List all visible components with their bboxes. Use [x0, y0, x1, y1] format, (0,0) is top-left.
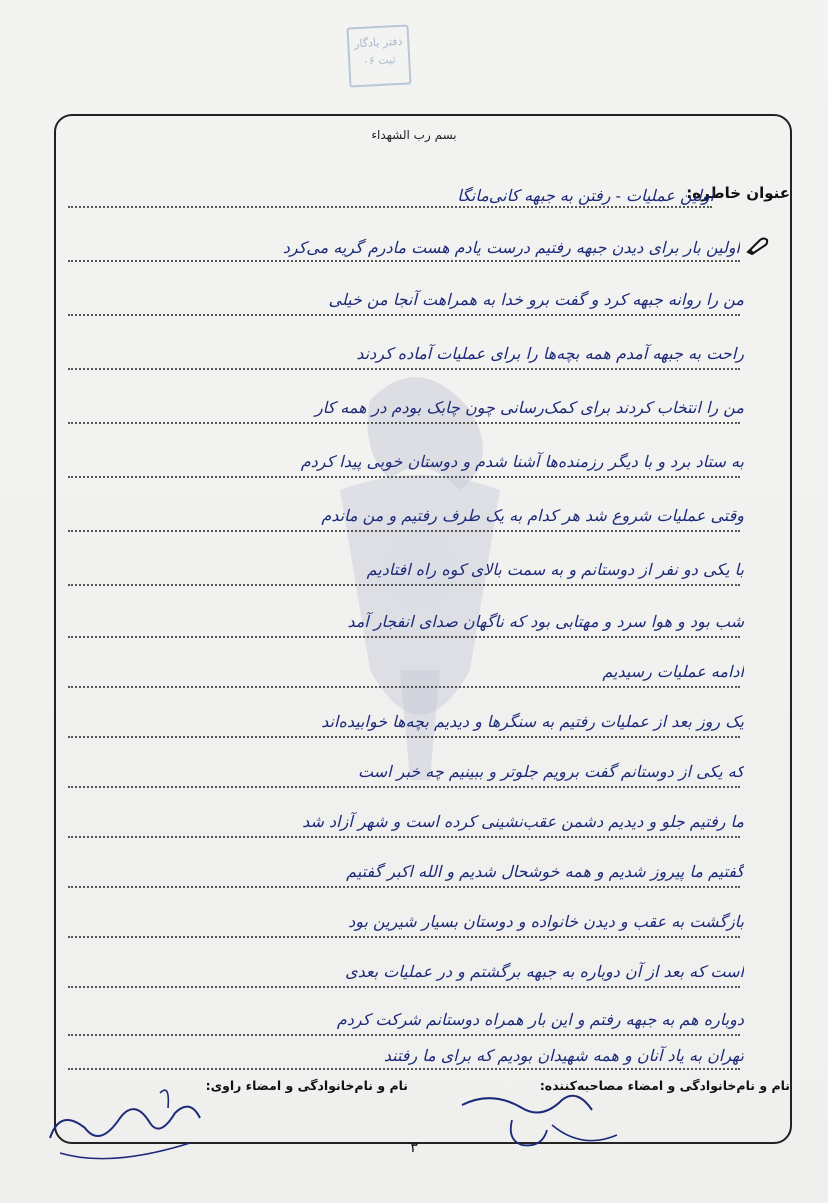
- body-line-3: راحت به جبهه آمدم همه بچه‌ها را برای عملیات آماده کردند: [356, 344, 744, 363]
- narrator-signature: [40, 1078, 210, 1168]
- body-line-14: بازگشت به عقب و دیدن خانواده و دوستان بسیار شیرین بود: [348, 912, 744, 931]
- stamp-line-1: دفتر یادگار: [353, 34, 403, 51]
- page-number: ۳: [410, 1138, 419, 1156]
- interviewer-signature-label: نام و نام‌خانوادگی و امضاء مصاحبه‌کننده:: [539, 1078, 790, 1093]
- memoir-title-label: عنوان خاطره:: [686, 184, 790, 202]
- ruled-line: [68, 936, 740, 938]
- title-ruled-line: [68, 206, 712, 208]
- body-line-7: با یکی دو نفر از دوستانم و به سمت بالای کوه راه افتادیم: [366, 560, 744, 579]
- registration-stamp: [346, 24, 411, 87]
- ruled-line: [68, 836, 740, 838]
- pen-icon: [746, 236, 770, 256]
- ruled-line: [68, 786, 740, 788]
- ruled-line: [68, 636, 740, 638]
- ruled-line: [68, 584, 740, 586]
- body-line-17: تهران به یاد آنان و همه شهیدان بودیم که برای ما رفتند: [383, 1046, 744, 1065]
- basmala-heading: بسم رب الشهداء: [371, 128, 457, 142]
- body-line-2: من را روانه جبهه کرد و گفت برو خدا به همراهت آنجا من خیلی: [328, 290, 744, 309]
- ruled-line: [68, 1068, 740, 1070]
- memoir-title-text: اولین عملیات - رفتن به جبهه کانی‌مانگا: [457, 186, 714, 205]
- ruled-line: [68, 986, 740, 988]
- body-line-16: دوباره هم به جبهه رفتم و این بار همراه دوستانم شرکت کردم: [336, 1010, 744, 1029]
- ruled-line: [68, 314, 740, 316]
- body-line-11: که یکی از دوستانم گفت برویم جلوتر و ببینیم چه خبر است: [358, 762, 744, 781]
- ruled-line: [68, 736, 740, 738]
- ruled-line: [68, 476, 740, 478]
- ruled-line: [68, 368, 740, 370]
- body-line-8: شب بود و هوا سرد و مهتابی بود که ناگهان صدای انفجار آمد: [347, 612, 744, 631]
- body-line-12: ما رفتیم جلو و دیدیم دشمن عقب‌نشینی کرده است و شهر آزاد شد: [302, 812, 744, 831]
- body-line-5: به ستاد برد و با دیگر رزمنده‌ها آشنا شدم و دوستان خوبی پیدا کردم: [300, 452, 744, 471]
- body-line-4: من را انتخاب کردند برای کمک‌رسانی چون چابک بودم در همه کار: [314, 398, 744, 417]
- body-line-15: است که بعد از آن دوباره به جبهه برگشتم و در عملیات بعدی: [345, 962, 744, 981]
- body-line-10: یک روز بعد از عملیات رفتیم به سنگرها و دیدیم بچه‌ها خوابیده‌اند: [321, 712, 744, 731]
- ruled-line: [68, 1034, 740, 1036]
- ruled-line: [68, 422, 740, 424]
- ruled-line: [68, 686, 740, 688]
- ruled-line: [68, 530, 740, 532]
- ruled-line: [68, 886, 740, 888]
- body-line-6: وقتی عملیات شروع شد هر کدام به یک طرف رفتیم و من ماندم: [321, 506, 744, 525]
- body-line-1: اولین بار برای دیدن جبهه رفتیم درست یادم هست مادرم گریه می‌کرد: [282, 238, 740, 257]
- body-line-9: ادامه عملیات رسیدیم: [602, 662, 744, 681]
- stamp-line-2: ۰۶ ثبت: [362, 53, 396, 68]
- narrator-signature-label: نام و نام‌خانوادگی و امضاء راوی:: [205, 1078, 408, 1093]
- interviewer-signature: [452, 1080, 622, 1160]
- ruled-line: [68, 260, 740, 262]
- body-line-13: گفتیم ما پیروز شدیم و همه خوشحال شدیم و الله اکبر گفتیم: [346, 862, 744, 881]
